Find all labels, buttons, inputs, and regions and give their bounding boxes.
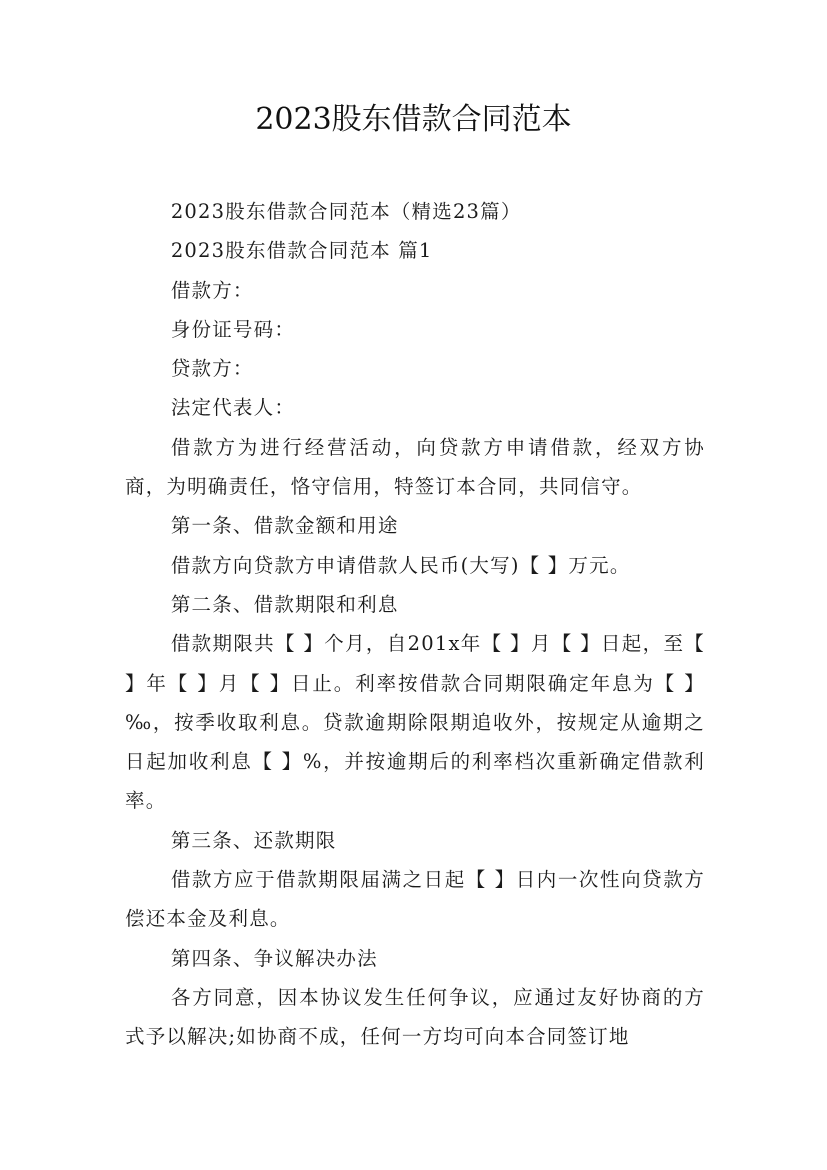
lender-field: 贷款方： [170,357,254,381]
article-4-heading: 第四条、争议解决办法 [170,946,378,970]
article-2-heading: 第二条、借款期限和利息 [170,592,399,616]
document-title: 2023股东借款合同范本 [255,102,572,137]
article-3-paragraph: 借款方应于借款期限届满之日起【 】日内一次性向贷款方偿还本金及利息。 [125,868,705,931]
subtitle-paragraph: 2023股东借款合同范本（精选23篇） [170,200,522,223]
article-1-paragraph: 借款方向贷款方申请借款人民币(大写)【 】万元。 [170,553,631,577]
borrower-field: 借款方： [170,278,254,302]
id-number-field: 身份证号码： [170,317,296,341]
article-2-paragraph: 借款期限共【 】个月，自201x年【 】月【 】日起，至【 】年【 】月【 】日止。利率按借款合同期限确定年息为【 】‰，按季收取利息。贷款逾期除限期追收外，按规定从逾期之日起加收利息【 】%，并按逾期后的利率档次重新确定借款利率。 [125,632,705,813]
document-body [125,192,705,1057]
intro-paragraph: 借款方为进行经营活动，向贷款方申请借款，经双方协商，为明确责任，恪守信用，特签订本合同，共同信守。 [125,435,705,499]
section-heading: 2023股东借款合同范本 篇1 [170,239,433,263]
article-4-paragraph: 各方同意，因本协议发生任何争议，应通过友好协商的方式予以解决;如协商不成，任何一方均可向本合同签订地 [125,985,705,1049]
legal-representative-field: 法定代表人： [170,396,296,420]
article-1-heading: 第一条、借款金额和用途 [170,514,399,538]
article-3-heading: 第三条、还款期限 [170,828,337,852]
